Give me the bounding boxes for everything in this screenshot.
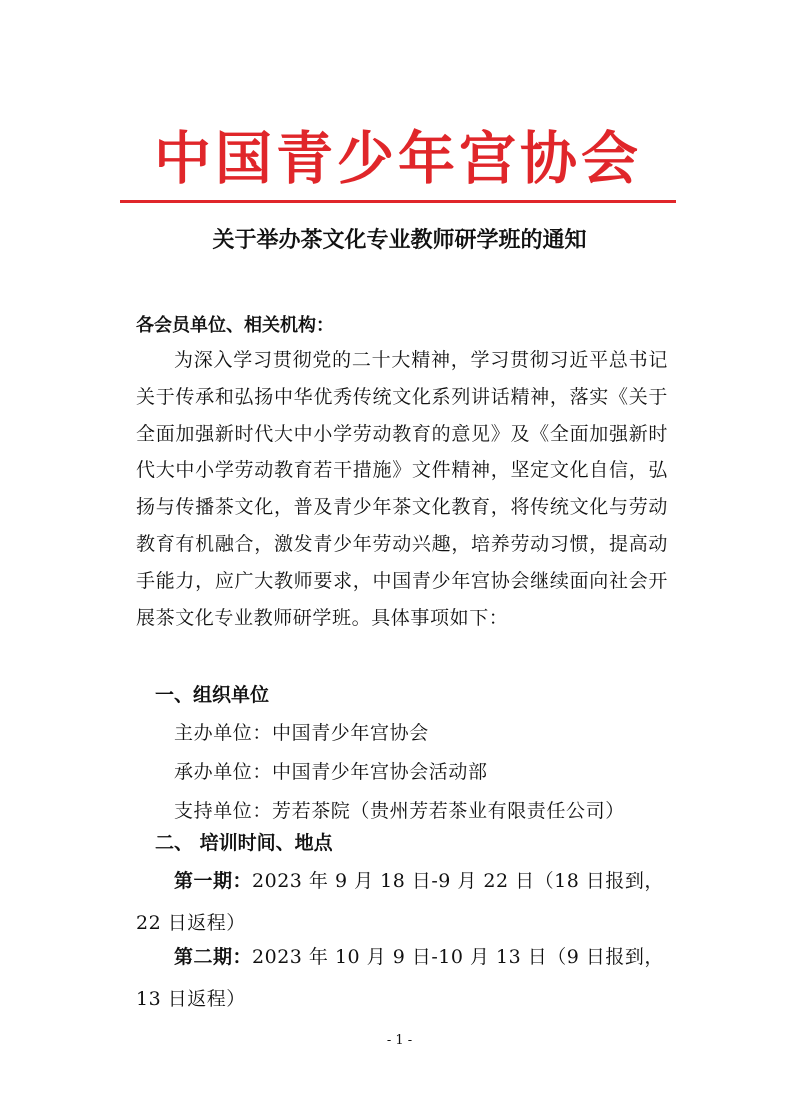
period-second-label: 第二期：: [174, 946, 253, 968]
body-paragraph: [136, 342, 668, 636]
period-first-label: 第一期：: [174, 870, 253, 892]
organizer-host: 主办单位：中国青少年宫协会: [174, 722, 429, 744]
red-divider-line: [120, 200, 676, 203]
masthead-title: 中国青少年宫协会: [154, 126, 642, 192]
organizer-undertaker: 承办单位：中国青少年宫协会活动部: [174, 761, 488, 783]
period-second: [136, 936, 668, 1020]
period-second-text: 2023 年 10 月 9 日-10 月 13 日（9 日报到，13 日返程）: [136, 946, 664, 1010]
page-number: - 1 -: [386, 1033, 413, 1048]
section-heading-schedule: 二、 培训时间、地点: [155, 832, 333, 854]
period-first-text: 2023 年 9 月 18 日-9 月 22 日（18 日报到，22 日返程）: [136, 870, 664, 934]
period-first: [136, 860, 668, 944]
notice-title: 关于举办茶文化专业教师研学班的通知: [212, 228, 587, 253]
organizer-supporter: 支持单位：芳若茶院（贵州芳若茶业有限责任公司）: [174, 800, 625, 822]
body-paragraph-text: 为深入学习贯彻党的二十大精神，学习贯彻习近平总书记关于传承和弘扬中华优秀传统文化系列讲话精神，落实《关于全面加强新时代大中小学劳动教育的意见》及《全面加强新时代大中小学劳动教育若干措施》文件精神，坚定文化自信，弘扬与传播茶文化，普及青少年茶文化教育，将传统文化与劳动教育有机融合，激发青少年劳动兴趣，培养劳动习惯，提高动手能力，应广大教师要求，中国青少年宫协会继续面向社会开展茶文化专业教师研学班。具体事项如下：: [136, 349, 668, 629]
salutation: 各会员单位、相关机构：: [136, 315, 334, 336]
section-heading-organizers: 一、组织单位: [155, 684, 270, 706]
